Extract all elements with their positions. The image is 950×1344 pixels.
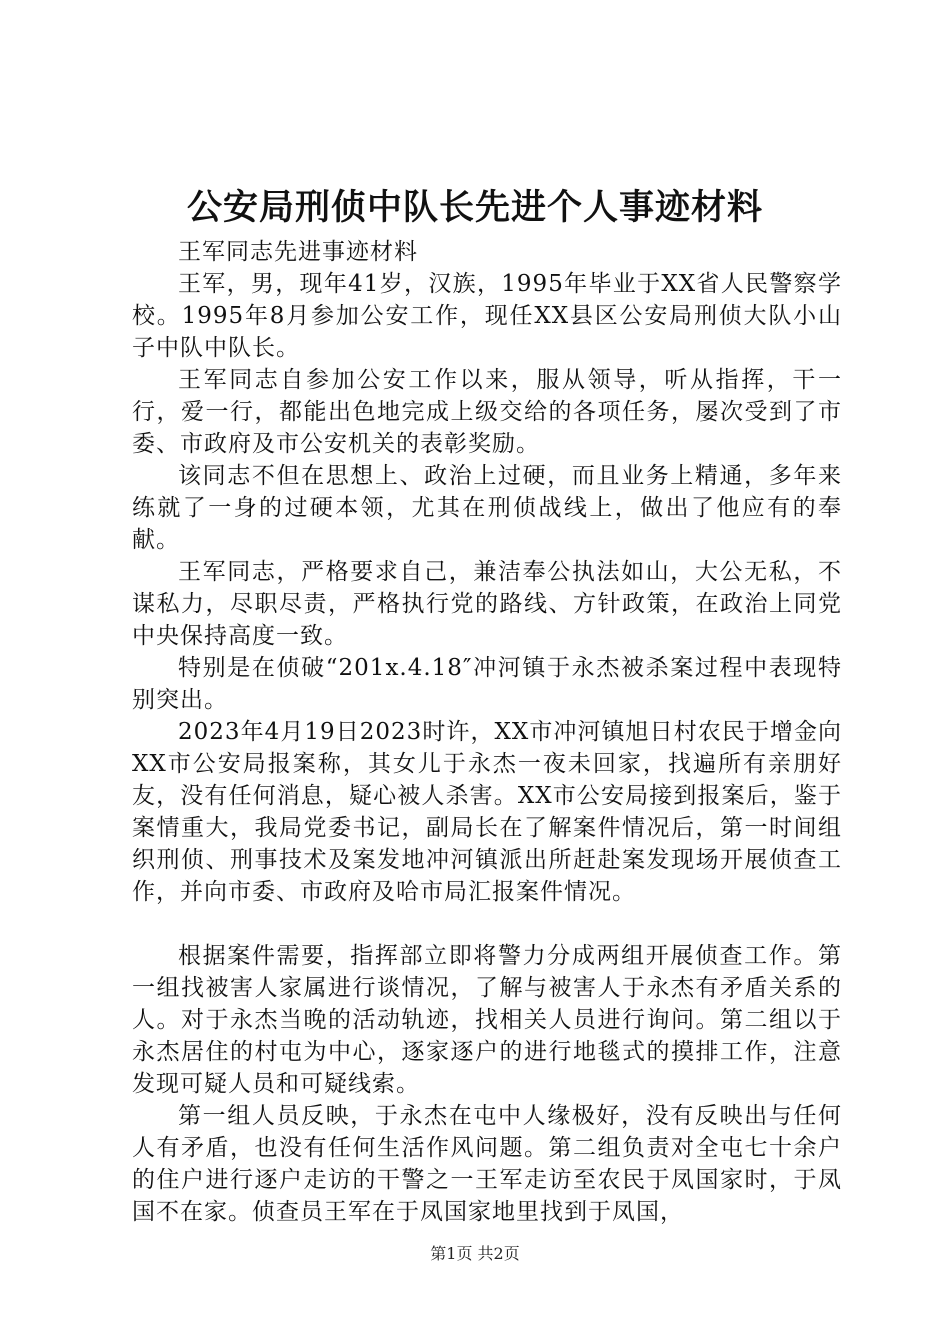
document-title: 公安局刑侦中队长先进个人事迹材料 (186, 187, 763, 228)
paragraph-investigation-plan: 根据案件需要，指挥部立即将警力分成两组开展侦查工作。第一组找被害人家属进行谈情况，了解与被害人于永杰有矛盾关系的人。对于永杰当晚的活动轨迹，找相关人员进行询问。第二组以于永杰居住的村屯为中心，逐家逐户的进行地毯式的摸排工作，注意发现可疑人员和可疑线索。 (132, 943, 842, 1097)
paragraph-subtitle: 王军同志先进事迹材料 (178, 239, 418, 265)
document-body (132, 236, 842, 1228)
paragraph-skills: 该同志不但在思想上、政治上过硬，而且业务上精通，多年来练就了一身的过硬本领，尤其在刑侦战线上，做出了他应有的奉献。 (132, 463, 842, 553)
paragraph-investigation-findings: 第一组人员反映，于永杰在屯中人缘极好，没有反映出与任何人有矛盾，也没有任何生活作风问题。第二组负责对全屯七十余户的住户进行逐户走访的干警之一王军走访至农民于凤国家时，于凤国不在家。侦查员王军在于凤国家地里找到于凤国， (132, 1103, 842, 1225)
paragraph-discipline: 王军同志，严格要求自己，兼洁奉公执法如山，大公无私，不谋私力，尽职尽责，严格执行党的路线、方针政策，在政治上同党中央保持高度一致。 (132, 559, 842, 649)
page-indicator: 第1页 共2页 (430, 1244, 520, 1263)
paragraph-case-report: 2023年4月19日2023时许，XX市冲河镇旭日村农民于增金向XX市公安局报案称，其女儿于永杰一夜未回家，找遍所有亲朋好友，没有任何消息，疑心被人杀害。XX市公安局接到报案后，鉴于案情重大，我局党委书记，副局长在了解案件情况后，第一时间组织刑侦、刑事技术及案发地冲河镇派出所赶赴案发现场开展侦查工作，并向市委、市政府及哈市局汇报案件情况。 (132, 719, 842, 905)
paragraph-case-intro: 特别是在侦破“201x.4.18″冲河镇于永杰被杀案过程中表现特别突出。 (132, 655, 842, 713)
paragraph-profile: 王军，男，现年41岁，汉族，1995年毕业于XX省人民警察学校。1995年8月参加公安工作，现任XX县区公安局刑侦大队小山子中队中队长。 (132, 271, 842, 361)
paragraph-service: 王军同志自参加公安工作以来，服从领导，听从指挥，干一行，爱一行，都能出色地完成上级交给的各项任务，屡次受到了市委、市政府及市公安机关的表彰奖励。 (132, 367, 842, 457)
